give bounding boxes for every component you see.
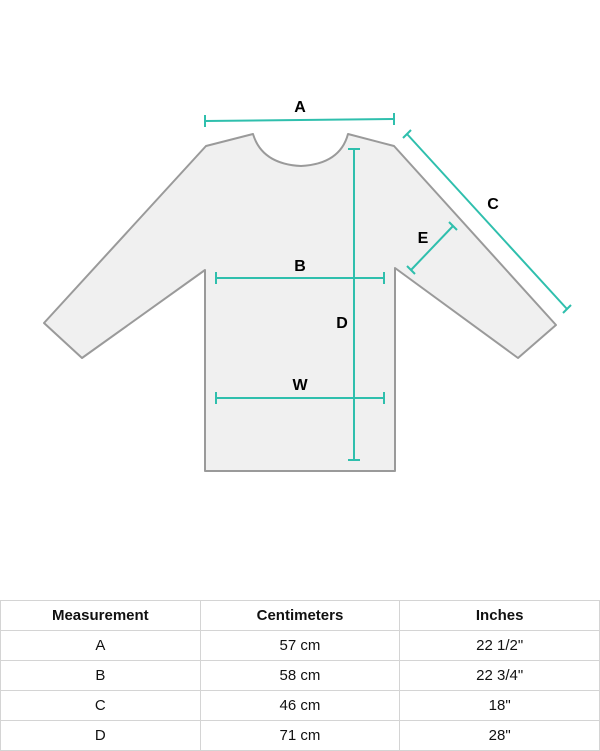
cell-centimeters: 57 cm	[200, 631, 400, 661]
cell-centimeters: 58 cm	[200, 661, 400, 691]
cell-inches: 22 1/2"	[400, 631, 600, 661]
cell-inches: 18"	[400, 691, 600, 721]
label-e: E	[417, 230, 429, 247]
cell-inches: 22 3/4"	[400, 661, 600, 691]
cell-measurement: D	[1, 721, 201, 751]
table-row	[1, 661, 600, 691]
label-c: C	[487, 196, 499, 213]
header-centimeters: Centimeters	[200, 601, 400, 631]
table-row	[1, 721, 600, 751]
cell-centimeters: 71 cm	[200, 721, 400, 751]
table-header-row	[1, 601, 600, 631]
table-row	[1, 631, 600, 661]
label-a: A	[294, 99, 306, 116]
sweater-outline	[44, 134, 556, 471]
label-d: D	[336, 315, 348, 332]
table-row	[1, 691, 600, 721]
cell-measurement: A	[1, 631, 201, 661]
header-inches: Inches	[400, 601, 600, 631]
header-measurement: Measurement	[1, 601, 201, 631]
cell-centimeters: 46 cm	[200, 691, 400, 721]
cell-measurement: B	[1, 661, 201, 691]
cell-measurement: C	[1, 691, 201, 721]
label-w: W	[292, 377, 308, 394]
size-table	[0, 600, 600, 751]
cell-inches: 28"	[400, 721, 600, 751]
label-b: B	[294, 258, 306, 275]
